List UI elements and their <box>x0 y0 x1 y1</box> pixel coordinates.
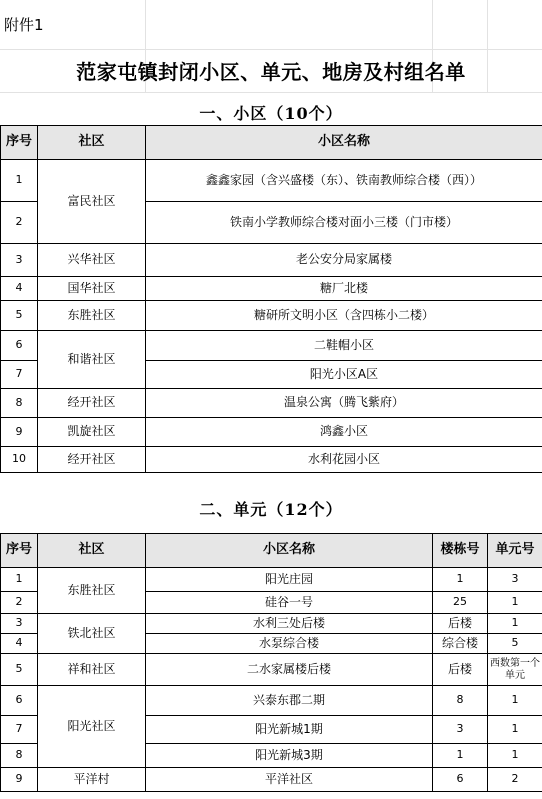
header-no: 序号 <box>1 534 38 568</box>
cell-community: 铁北社区 <box>38 614 146 654</box>
cell-name: 鸿鑫小区 <box>146 418 542 447</box>
cell-no: 4 <box>1 277 38 301</box>
document-title: 范家屯镇封闭小区、单元、地房及村组名单 <box>76 60 466 84</box>
section-heading-units: 二、单元（12个） <box>199 500 343 519</box>
table-row <box>1 418 542 447</box>
cell-no: 3 <box>1 614 38 634</box>
cell-no: 1 <box>1 568 38 592</box>
table-row <box>1 447 542 473</box>
cell-no: 4 <box>1 634 38 654</box>
cell-community: 经开社区 <box>38 389 146 418</box>
cell-no: 8 <box>1 389 38 418</box>
cell-no: 9 <box>1 418 38 447</box>
cell-community: 经开社区 <box>38 447 146 473</box>
cell-community: 凯旋社区 <box>38 418 146 447</box>
table-row <box>1 568 542 592</box>
cell-name: 阳光小区A区 <box>146 361 542 389</box>
cell-building: 后楼 <box>433 614 488 634</box>
cell-name: 老公安分局家属楼 <box>146 244 542 277</box>
table-row <box>1 331 542 361</box>
cell-building: 6 <box>433 768 488 792</box>
cell-building: 1 <box>433 744 488 768</box>
table-row <box>1 614 542 634</box>
table-row <box>1 654 542 686</box>
cell-unit: 西数第一个单元 <box>488 654 542 686</box>
header-community: 社区 <box>38 126 146 160</box>
cell-building: 1 <box>433 568 488 592</box>
table-row <box>1 277 542 301</box>
cell-no: 7 <box>1 716 38 744</box>
grid-line <box>0 49 542 50</box>
cell-building: 8 <box>433 686 488 716</box>
cell-name: 平洋社区 <box>146 768 433 792</box>
units-table <box>0 533 542 792</box>
header-name: 小区名称 <box>146 126 542 160</box>
cell-no: 2 <box>1 592 38 614</box>
cell-community: 东胜社区 <box>38 301 146 331</box>
cell-building: 综合楼 <box>433 634 488 654</box>
cell-name: 水利三处后楼 <box>146 614 433 634</box>
cell-no: 5 <box>1 301 38 331</box>
cell-name: 糖厂北楼 <box>146 277 542 301</box>
cell-no: 6 <box>1 331 38 361</box>
cell-unit: 3 <box>488 568 542 592</box>
cell-name: 温泉公寓（腾飞紫府） <box>146 389 542 418</box>
cell-no: 5 <box>1 654 38 686</box>
cell-name: 水利花园小区 <box>146 447 542 473</box>
table-row <box>1 768 542 792</box>
cell-name: 糖研所文明小区（含四栋小二楼） <box>146 301 542 331</box>
cell-no: 9 <box>1 768 38 792</box>
cell-name: 二鞋帽小区 <box>146 331 542 361</box>
header-community: 社区 <box>38 534 146 568</box>
cell-community: 兴华社区 <box>38 244 146 277</box>
cell-community: 国华社区 <box>38 277 146 301</box>
cell-community: 平洋村 <box>38 768 146 792</box>
cell-name: 阳光新城1期 <box>146 716 433 744</box>
cell-no: 3 <box>1 244 38 277</box>
table-header-row <box>1 126 542 160</box>
table-header-row <box>1 534 542 568</box>
cell-name: 二水家属楼后楼 <box>146 654 433 686</box>
cell-no: 7 <box>1 361 38 389</box>
header-no: 序号 <box>1 126 38 160</box>
cell-community: 阳光社区 <box>38 686 146 768</box>
cell-building: 3 <box>433 716 488 744</box>
cell-community: 富民社区 <box>38 160 146 244</box>
cell-unit: 1 <box>488 614 542 634</box>
cell-name: 水泵综合楼 <box>146 634 433 654</box>
cell-name: 阳光庄园 <box>146 568 433 592</box>
cell-community: 东胜社区 <box>38 568 146 614</box>
cell-name: 兴泰东郡二期 <box>146 686 433 716</box>
attachment-label: 附件1 <box>4 16 44 34</box>
cell-unit: 1 <box>488 686 542 716</box>
cell-unit: 1 <box>488 716 542 744</box>
cell-building: 后楼 <box>433 654 488 686</box>
cell-community: 和谐社区 <box>38 331 146 389</box>
cell-name: 鑫鑫家园（含兴盛楼（东）、铁南教师综合楼（西）） <box>146 160 542 202</box>
section-heading-communities: 一、小区（10个） <box>199 104 343 123</box>
cell-unit: 1 <box>488 744 542 768</box>
grid-line <box>0 92 542 93</box>
cell-name: 铁南小学教师综合楼对面小三楼（门市楼） <box>146 202 542 244</box>
cell-no: 6 <box>1 686 38 716</box>
communities-table <box>0 125 542 473</box>
header-unit: 单元号 <box>488 534 542 568</box>
cell-unit: 2 <box>488 768 542 792</box>
cell-no: 2 <box>1 202 38 244</box>
table-row <box>1 244 542 277</box>
header-name: 小区名称 <box>146 534 433 568</box>
cell-unit: 5 <box>488 634 542 654</box>
table-row <box>1 389 542 418</box>
cell-unit: 1 <box>488 592 542 614</box>
table-row <box>1 160 542 202</box>
cell-community: 祥和社区 <box>38 654 146 686</box>
table-row <box>1 686 542 716</box>
table-row <box>1 301 542 331</box>
cell-building: 25 <box>433 592 488 614</box>
cell-no: 10 <box>1 447 38 473</box>
cell-name: 硅谷一号 <box>146 592 433 614</box>
header-building: 楼栋号 <box>433 534 488 568</box>
cell-no: 8 <box>1 744 38 768</box>
cell-name: 阳光新城3期 <box>146 744 433 768</box>
cell-no: 1 <box>1 160 38 202</box>
